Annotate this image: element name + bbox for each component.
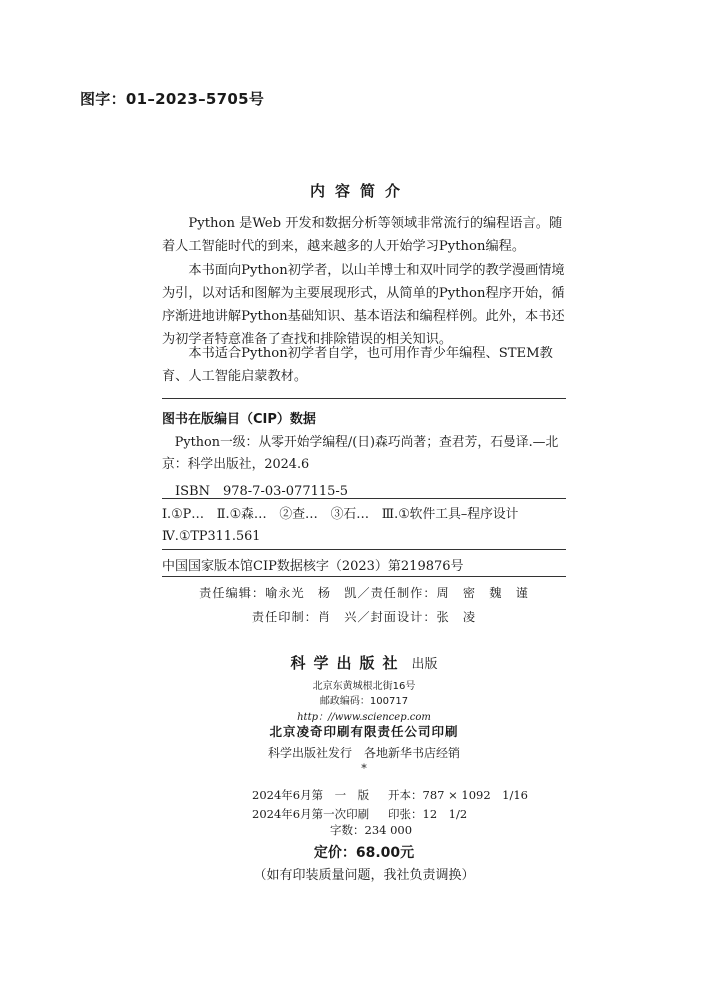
intro-title: 内容简介 bbox=[309, 182, 410, 200]
registration-number: 图字：01–2023–5705号 bbox=[80, 90, 265, 108]
cip-title: 图书在版编目（CIP）数据 bbox=[162, 412, 316, 427]
divider bbox=[162, 576, 566, 577]
sheets: 印张：12 1/2 bbox=[388, 807, 468, 821]
printer: 北京凌奇印刷有限责任公司印刷 bbox=[269, 724, 459, 739]
cip-classification: Ⅰ.①P… Ⅱ.①森… ②查… ③石… Ⅲ.①软件工具–程序设计 Ⅳ.①TP311.561 bbox=[162, 507, 532, 544]
cip-check-number: 中国国家版本馆CIP数据核字（2023）第219876号 bbox=[162, 559, 464, 574]
divider bbox=[162, 549, 566, 550]
publisher-address: 北京东黄城根北街16号 bbox=[312, 681, 416, 692]
cip-isbn: ISBN 978-7-03-077115-5 bbox=[175, 484, 349, 499]
publisher-suffix: 出版 bbox=[411, 657, 438, 672]
distribution: 科学出版社发行 各地新华书店经销 bbox=[267, 746, 460, 760]
quality-notice: （如有印装质量问题，我社负责调换） bbox=[253, 868, 475, 883]
separator-star: * bbox=[361, 762, 367, 775]
divider bbox=[162, 398, 566, 399]
printing: 2024年6月第一次印刷 bbox=[252, 807, 370, 821]
intro-paragraph: 本书面向Python初学者，以山羊博士和双叶同学的教学漫画情境为引，以对话和图解为主要展现形式，从简单的Python程序开始，循序渐进地讲解Python基础知识、基本语法和编程样例。此外，本书还为初学者特意准备了查找和排除错误的相关知识。 bbox=[162, 263, 565, 347]
intro-paragraph: 本书适合Python初学者自学，也可用作青少年编程、STEM教育、人工智能启蒙教材。 bbox=[162, 346, 553, 384]
editor-credits: 责任编辑：喻永光 杨 凯／责任制作：周 密 魏 谨 bbox=[199, 586, 529, 600]
edition: 2024年6月第 一 版 bbox=[252, 788, 370, 802]
publisher-url: http：//www.sciencep.com bbox=[297, 712, 431, 723]
format: 开本：787 × 1092 1/16 bbox=[388, 788, 528, 802]
word-count: 字数：234 000 bbox=[330, 823, 413, 837]
publisher-name: 科学出版社 bbox=[290, 654, 406, 672]
cip-description: Python一级：从零开始学编程/(日)森巧尚著；查君芳，石曼译.—北京：科学出版社，2024.6 bbox=[162, 435, 559, 472]
divider bbox=[162, 498, 566, 499]
publisher-postcode: 邮政编码：100717 bbox=[319, 696, 409, 707]
production-credits: 责任印制：肖 兴／封面设计：张 凌 bbox=[251, 610, 477, 624]
price: 定价：68.00元 bbox=[313, 845, 415, 861]
publisher-line bbox=[162, 652, 566, 673]
intro-paragraph: Python 是Web 开发和数据分析等领域非常流行的编程语言。随着人工智能时代的到来，越来越多的人开始学习Python编程。 bbox=[162, 216, 563, 254]
